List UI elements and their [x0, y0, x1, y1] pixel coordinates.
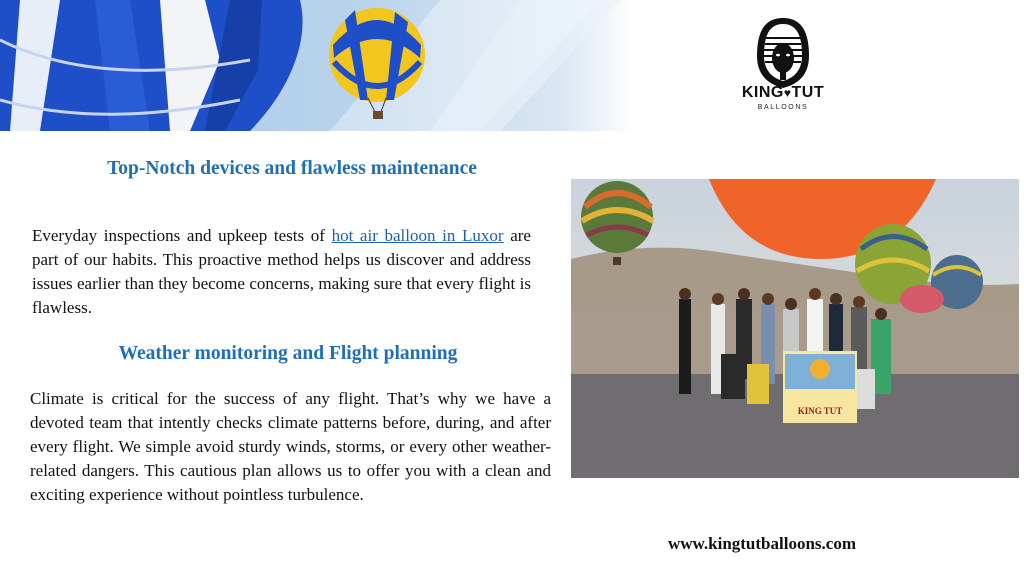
held-poster: [783, 351, 857, 423]
paragraph-text: Everyday inspections and upkeep tests of: [32, 226, 332, 245]
poster-text: KING TUT: [797, 406, 843, 416]
hot-air-balloon-luxor-link[interactable]: hot air balloon in Luxor: [331, 226, 504, 245]
website-url[interactable]: www.kingtutballoons.com: [668, 534, 856, 553]
paragraph-text: are part of our habits. This proactive method helps us discover and address issues earlier than they become concerns, making sure that every flight is flawless.: [32, 226, 531, 317]
section-heading-weather: Weather monitoring and Flight planning: [118, 343, 458, 364]
maintenance-paragraph: [32, 224, 531, 320]
brand-name: KING♥TUT: [741, 84, 825, 101]
large-balloon-envelope: [0, 0, 303, 131]
brand-tagline: BALLOONS: [757, 104, 809, 111]
header-banner: [0, 0, 1024, 131]
balloon-banner-image: [0, 0, 1024, 131]
group-photo: [571, 179, 1019, 478]
weather-paragraph: Climate is critical for the success of any flight. That’s why we have a devoted team that intently checks climate patterns before, during, and after every flight. We simple avoid sturdy winds, storms, or every other weather-related dangers. This cautious plan allows us to offer you with a clean and exciting experience without pointless turbulence.: [30, 389, 551, 504]
section-heading-maintenance: Top-Notch devices and flawless maintenance: [107, 158, 477, 179]
balloon-field-photo: [571, 179, 1019, 478]
